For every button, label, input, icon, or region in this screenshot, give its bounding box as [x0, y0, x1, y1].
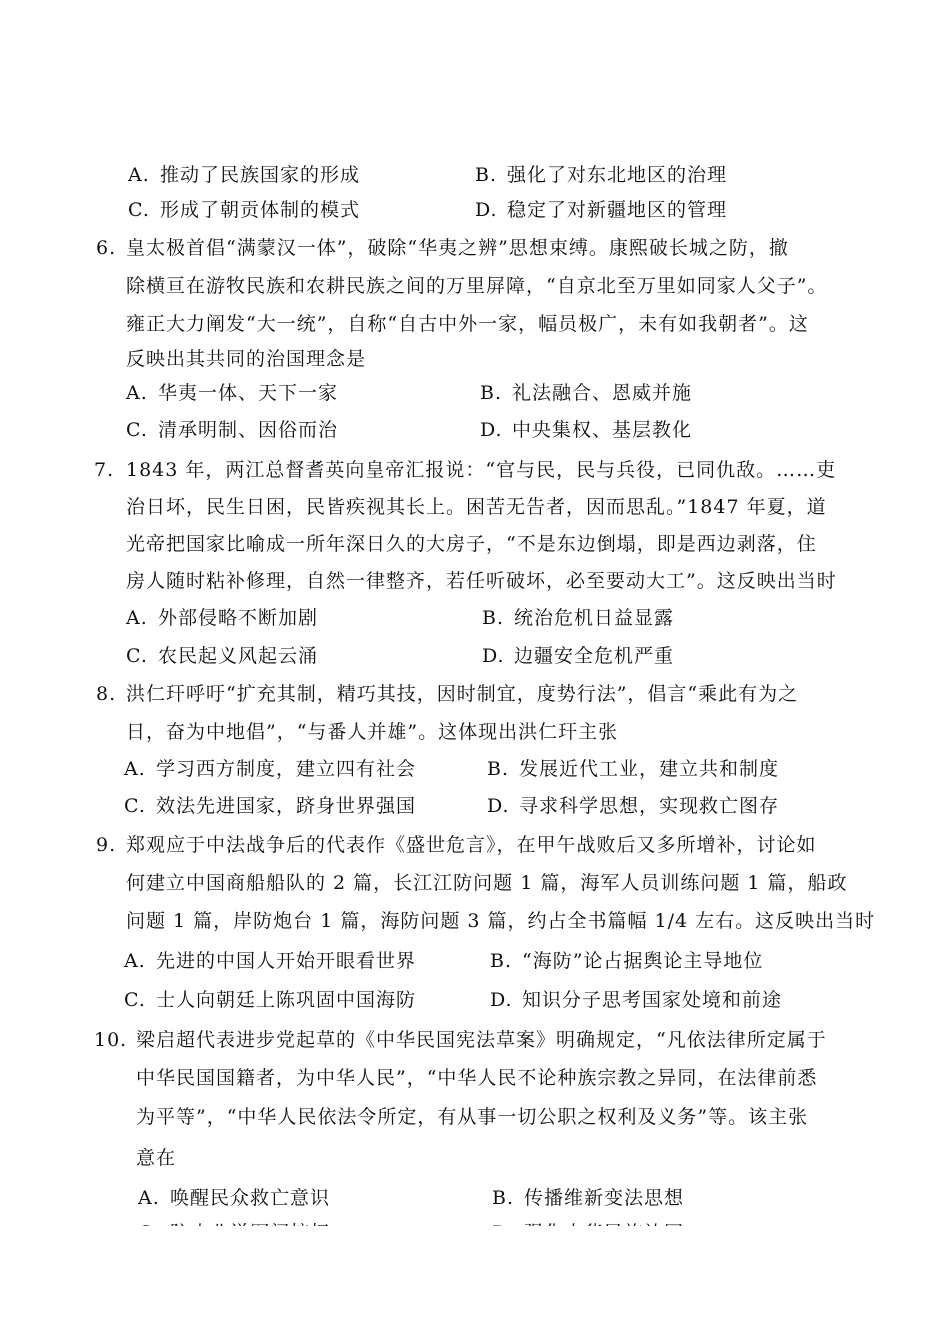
q9-option-c[interactable]: C. 士人向朝廷上陈巩固中国海防 — [124, 989, 417, 1011]
q6-options-row-1 — [0, 378, 950, 408]
q5-options-row-2 — [0, 195, 950, 225]
q6-stem-line-4: 反映出其共同的治国理念是 — [126, 348, 367, 370]
q7-options-row-2 — [0, 641, 950, 671]
q5-option-a[interactable]: A. 推动了民族国家的形成 — [128, 164, 361, 186]
q9-options-row-1 — [0, 946, 950, 976]
q9-stem-line-2: 何建立中国商船船队的 2 篇，长江江防问题 1 篇，海军人员训练问题 1 篇，船政 — [126, 872, 848, 894]
q8-option-a[interactable]: A. 学习西方制度，建立四有社会 — [124, 758, 417, 780]
q9-options-row-2 — [0, 985, 950, 1015]
q9-option-a[interactable]: A. 先进的中国人开始开眼看世界 — [124, 950, 417, 972]
q7-stem-line-4: 房人随时粘补修理，自然一律整齐，若任听破坏，必至要动大工”。这反映出当时 — [126, 570, 837, 592]
q10-options-row-1 — [0, 1183, 950, 1213]
q7-option-a[interactable]: A. 外部侵略不断加剧 — [126, 607, 319, 629]
q6-option-b[interactable]: B. 礼法融合、恩威并施 — [480, 382, 693, 404]
q6-options-row-2 — [0, 415, 950, 445]
q9-option-d[interactable]: D. 知识分子思考国家处境和前途 — [490, 989, 783, 1011]
q7-option-d[interactable]: D. 边疆安全危机严重 — [482, 645, 675, 667]
q8-option-b[interactable]: B. 发展近代工业，建立共和制度 — [487, 758, 780, 780]
q7-options-row-1 — [0, 603, 950, 633]
q10-stem-line-3: 为平等”，“中华人民依法令所定，有从事一切公职之权利及义务”等。该主张 — [136, 1106, 809, 1128]
q10-stem-line-4: 意在 — [136, 1147, 177, 1169]
q5-option-b[interactable]: B. 强化了对东北地区的治理 — [475, 164, 728, 186]
q6-stem-line-3: 雍正大力阐发“大一统”，自称“自古中外一家，幅员极广，未有如我朝者”。这 — [126, 313, 809, 335]
q8-options-row-2 — [0, 791, 950, 821]
q9-stem-line-1: 9. 郑观应于中法战争后的代表作《盛世危言》，在甲午战败后又多所增补，讨论如 — [96, 834, 817, 856]
q8-options-row-1 — [0, 754, 950, 784]
q7-stem-line-2: 治日坏，民生日困，民皆疾视其长上。困苦无告者，因而思乱。”1847 年夏，道 — [126, 496, 827, 518]
q8-option-d[interactable]: D. 寻求科学思想，实现救亡图存 — [487, 795, 780, 817]
q5-option-d[interactable]: D. 稳定了对新疆地区的管理 — [475, 199, 728, 221]
q7-option-c[interactable]: C. 农民起义风起云涌 — [126, 645, 319, 667]
q5-options-row-1 — [0, 160, 950, 190]
q7-option-b[interactable]: B. 统治危机日益显露 — [482, 607, 675, 629]
q10-stem-line-1: 10. 梁启超代表进步党起草的《中华民国宪法草案》明确规定，“凡依法律所定属于 — [94, 1029, 827, 1051]
q8-stem-line-1: 8. 洪仁玕呼吁“扩充其制，精巧其技，因时制宜，度势行法”，倡言“乘此有为之 — [96, 683, 799, 705]
q6-option-d[interactable]: D. 中央集权、基层教化 — [480, 419, 693, 441]
q10-option-a[interactable]: A. 唤醒民众救亡意识 — [138, 1187, 331, 1209]
q5-option-c[interactable]: C. 形成了朝贡体制的模式 — [128, 199, 361, 221]
q7-stem-line-3: 光帝把国家比喻成一所年深日久的大房子，“不是东边倒塌，即是西边剥落，住 — [126, 533, 817, 555]
q6-stem-line-1: 6. 皇太极首倡“满蒙汉一体”，破除“华夷之辨”思想束缚。康熙破长城之防，撤 — [96, 237, 789, 259]
q7-stem-line-1: 7. 1843 年，两江总督耆英向皇帝汇报说：“官与民，民与兵役，已同仇敌。……吏 — [94, 459, 837, 481]
page-crop-mask — [0, 1226, 950, 1344]
q6-option-a[interactable]: A. 华夷一体、天下一家 — [126, 382, 339, 404]
q10-stem-line-2: 中华民国国籍者，为中华人民”，“中华人民不论种族宗教之异同，在法律前悉 — [136, 1067, 818, 1089]
q9-stem-line-3: 问题 1 篇，岸防炮台 1 篇，海防问题 3 篇，约占全书篇幅 1/4 左右。这反映出当时 — [126, 910, 876, 932]
q8-stem-line-2: 日，奋为中地倡”，“与番人并雄”。这体现出洪仁玕主张 — [126, 721, 619, 743]
q6-stem-line-2: 除横亘在游牧民族和农耕民族之间的万里屏障，“自京北至万里如同家人父子”。 — [126, 275, 828, 297]
q10-option-b[interactable]: B. 传播维新变法思想 — [492, 1187, 685, 1209]
q6-option-c[interactable]: C. 清承明制、因俗而治 — [126, 419, 339, 441]
q8-option-c[interactable]: C. 效法先进国家，跻身世界强国 — [124, 795, 417, 817]
q9-option-b[interactable]: B. “海防”论占据舆论主导地位 — [490, 950, 764, 972]
